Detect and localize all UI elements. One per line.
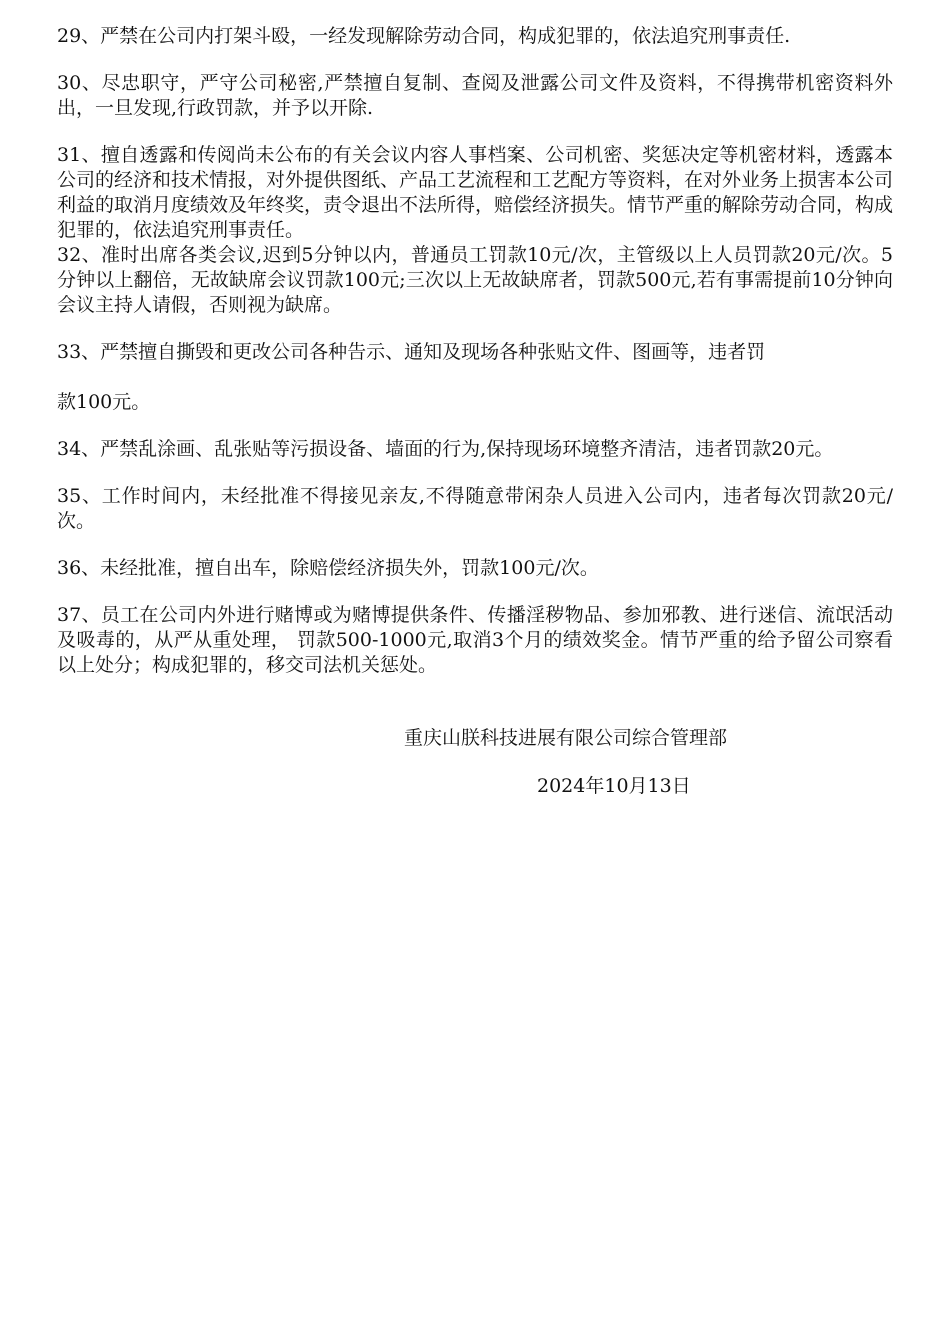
clause-29: 29、严禁在公司内打架斗殴，一经发现解除劳动合同，构成犯罪的，依法追究刑事责任. xyxy=(57,25,791,47)
clause-31: 31、擅自透露和传阅尚未公布的有关会议内容人事档案、公司机密、奖惩决定等机密材料，透露本公司的经济和技术情报，对外提供图纸、产品工艺流程和工艺配方等资料，在对外业务上损害本公司利益的取消月度绩效及年终奖，责令退出不法所得，赔偿经济损失。情节严重的解除劳动合同，构成犯罪的，依法追究刑事责任。 xyxy=(57,144,894,241)
clause-36: 36、未经批准，擅自出车，除赔偿经济损失外，罚款100元/次。 xyxy=(57,557,599,579)
document-page xyxy=(57,24,893,678)
clause-35: 35、工作时间内，未经批准不得接见亲友,不得随意带闲杂人员进入公司内，违者每次罚款20元/次。 xyxy=(57,485,893,532)
clause-32: 32、准时出席各类会议,迟到5分钟以内，普通员工罚款10元/次，主管级以上人员罚款20元/次。5分钟以上翻倍，无故缺席会议罚款100元;三次以上无故缺席者，罚款500元,若有事需提前10分钟向会议主持人请假，否则视为缺席。 xyxy=(57,244,893,316)
clause-34: 34、严禁乱涂画、乱张贴等污损设备、墙面的行为,保持现场环境整齐清洁，违者罚款20元。 xyxy=(57,438,834,460)
clause-33-continued: 款100元。 xyxy=(57,391,151,413)
clause-30: 30、尽忠职守，严守公司秘密,严禁擅自复制、查阅及泄露公司文件及资料，不得携带机密资料外出，一旦发现,行政罚款，并予以开除. xyxy=(57,72,893,119)
signature-organization: 重庆山朕科技进展有限公司综合管理部 xyxy=(404,727,728,749)
clause-37: 37、员工在公司内外进行赌博或为赌博提供条件、传播淫秽物品、参加邪教、进行迷信、流氓活动及吸毒的，从严从重处理， 罚款500-1000元,取消3个月的绩效奖金。情节严重的给予留公司察看以上处分；构成犯罪的，移交司法机关惩处。 xyxy=(57,604,893,676)
clause-33: 33、严禁擅自撕毁和更改公司各种告示、通知及现场各种张贴文件、图画等，违者罚 xyxy=(57,341,766,363)
signature-date: 2024年10月13日 xyxy=(537,775,691,797)
